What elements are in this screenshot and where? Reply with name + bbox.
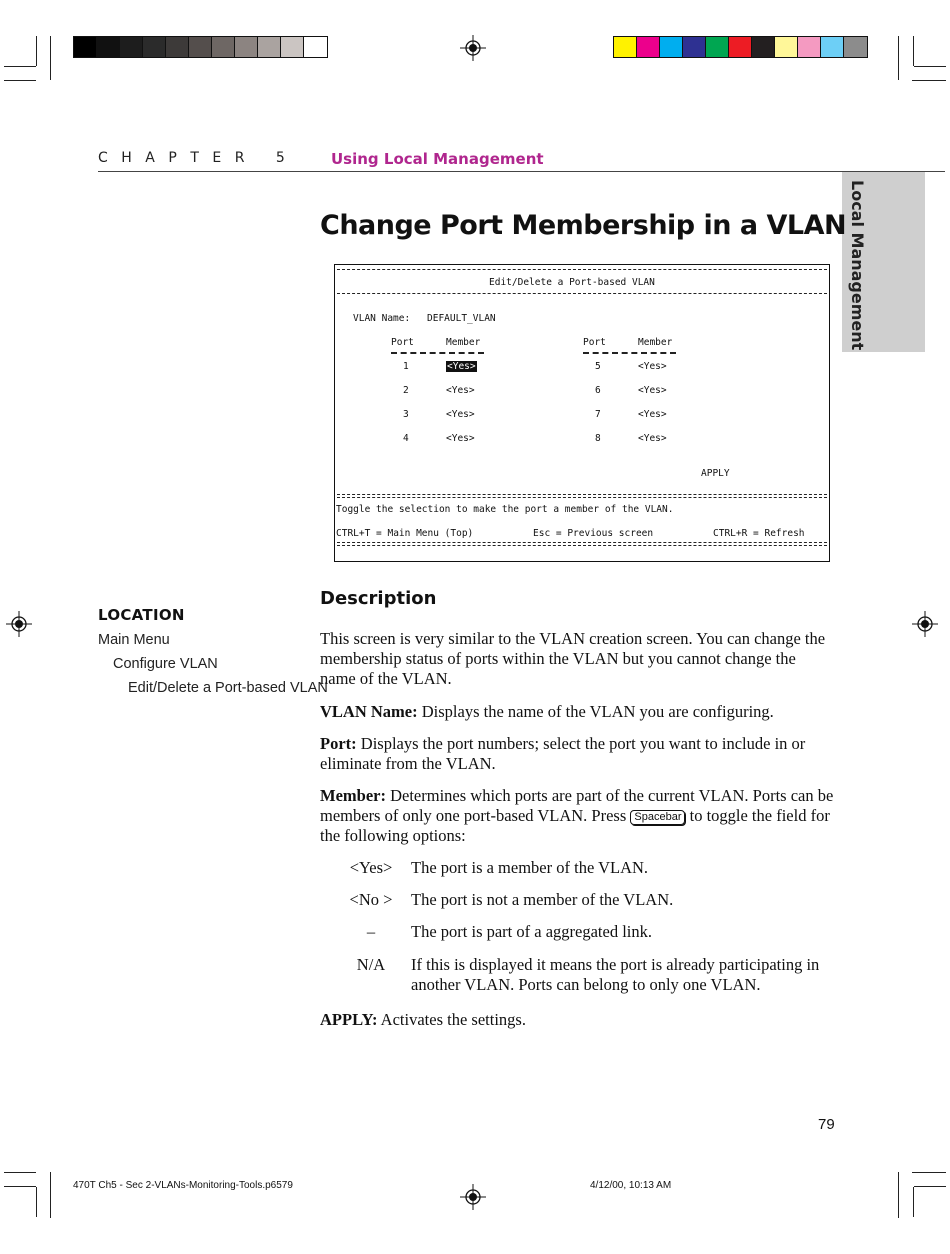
member-toggle: <Yes>: [446, 409, 475, 420]
option-key: N/A: [356, 955, 386, 974]
terminal-title: Edit/Delete a Port-based VLAN: [489, 277, 655, 288]
option-text: The port is a member of the VLAN.: [411, 858, 649, 877]
member-toggle: <Yes>: [638, 409, 667, 420]
color-swatch: [97, 37, 120, 57]
color-swatch: [614, 37, 637, 57]
color-swatch: [304, 37, 327, 57]
term: VLAN Name:: [320, 702, 418, 721]
term: Member:: [320, 786, 386, 805]
color-swatch: [775, 37, 798, 57]
color-swatch: [258, 37, 281, 57]
shortcut-previous-screen: Esc = Previous screen: [533, 528, 654, 539]
color-swatch: [189, 37, 212, 57]
process-color-bar: [613, 36, 868, 58]
chapter-title: Using Local Management: [331, 150, 544, 168]
col-member-right: Member: [638, 337, 673, 348]
page-title: Change Port Membership in a VLAN: [320, 210, 847, 241]
term: Port:: [320, 734, 357, 753]
shortcut-main-menu: CTRL+T = Main Menu (Top): [336, 528, 474, 539]
chapter-label: CHAPTER 5: [98, 150, 299, 166]
color-swatch: [683, 37, 706, 57]
port-number: 6: [595, 385, 601, 396]
page-number: 79: [818, 1116, 835, 1133]
shortcut-refresh: CTRL+R = Refresh: [713, 528, 805, 539]
port-description: [320, 734, 835, 774]
color-swatch: [844, 37, 867, 57]
vlan-name-description: [320, 702, 835, 722]
color-swatch: [166, 37, 189, 57]
color-swatch: [74, 37, 97, 57]
registration-mark-icon: [912, 611, 938, 637]
color-swatch: [798, 37, 821, 57]
chapter-header: [98, 150, 945, 172]
color-swatch: [821, 37, 844, 57]
color-swatch: [235, 37, 258, 57]
apply-description: [320, 1010, 835, 1030]
option-key: <Yes>: [349, 858, 393, 877]
option-text: If this is displayed it means the port is already participating in another VLAN. Ports can belong to only one VLAN.: [411, 955, 820, 994]
color-swatch: [729, 37, 752, 57]
col-member-left: Member: [446, 337, 481, 348]
option-text: The port is not a member of the VLAN.: [411, 890, 674, 909]
col-port-right: Port: [583, 337, 606, 348]
location-item-configure-vlan: Configure VLAN: [113, 656, 218, 672]
location-item-main-menu: Main Menu: [98, 632, 170, 648]
apply-command: APPLY: [701, 468, 730, 479]
member-description: [320, 786, 835, 846]
port-number: 1: [403, 361, 409, 372]
member-toggle: <Yes>: [446, 385, 475, 396]
port-number: 5: [595, 361, 601, 372]
location-heading: LOCATION: [98, 606, 185, 624]
color-swatch: [637, 37, 660, 57]
description-intro: This screen is very similar to the VLAN creation screen. You can change the membership status of ports within the VLAN but you cannot change the name of the VLAN.: [320, 629, 826, 688]
port-number: 7: [595, 409, 601, 420]
registration-mark-icon: [6, 611, 32, 637]
option-text: The port is part of a aggregated link.: [411, 922, 652, 941]
term: APPLY:: [320, 1010, 378, 1029]
color-swatch: [752, 37, 775, 57]
footer-filename: 470T Ch5 - Sec 2-VLANs-Monitoring-Tools.p6579: [73, 1180, 293, 1191]
side-tab: [842, 172, 925, 352]
grayscale-color-bar: [73, 36, 328, 58]
port-number: 2: [403, 385, 409, 396]
color-swatch: [120, 37, 143, 57]
member-toggle: <Yes>: [638, 361, 667, 372]
member-toggle-selected: <Yes>: [447, 361, 476, 372]
col-port-left: Port: [391, 337, 414, 348]
port-number: 4: [403, 433, 409, 444]
color-swatch: [281, 37, 304, 57]
member-toggle: <Yes>: [446, 433, 475, 444]
definition: Determines which ports are part of the current VLAN. Ports can be members of only one port-based VLAN. Press: [320, 786, 834, 825]
port-number: 8: [595, 433, 601, 444]
option-key: –: [366, 922, 376, 941]
option-key: <No >: [349, 890, 393, 909]
location-item-edit-delete-vlan: Edit/Delete a Port-based VLAN: [128, 680, 328, 696]
definition: Activates the settings.: [377, 1010, 526, 1029]
color-swatch: [660, 37, 683, 57]
vlan-name-value: DEFAULT_VLAN: [427, 313, 496, 324]
color-swatch: [143, 37, 166, 57]
terminal-help-text: Toggle the selection to make the port a member of the VLAN.: [336, 504, 674, 515]
member-toggle: <Yes>: [638, 385, 667, 396]
port-number: 3: [403, 409, 409, 420]
terminal-screenshot: [334, 264, 830, 562]
footer-timestamp: 4/12/00, 10:13 AM: [590, 1180, 672, 1191]
color-swatch: [212, 37, 235, 57]
vlan-name-label: VLAN Name:: [353, 313, 411, 324]
definition: Displays the name of the VLAN you are configuring.: [417, 702, 774, 721]
member-toggle: <Yes>: [638, 433, 667, 444]
registration-mark-icon: [460, 1184, 486, 1210]
definition: Displays the port numbers; select the port you want to include in or eliminate from the VLAN.: [320, 734, 806, 773]
description-heading: Description: [320, 588, 437, 609]
side-tab-label: Local Management: [848, 180, 867, 351]
registration-mark-icon: [460, 35, 486, 61]
spacebar-key-icon: Spacebar: [630, 810, 685, 825]
color-swatch: [706, 37, 729, 57]
definition: to toggle the field for the following options:: [320, 806, 830, 845]
